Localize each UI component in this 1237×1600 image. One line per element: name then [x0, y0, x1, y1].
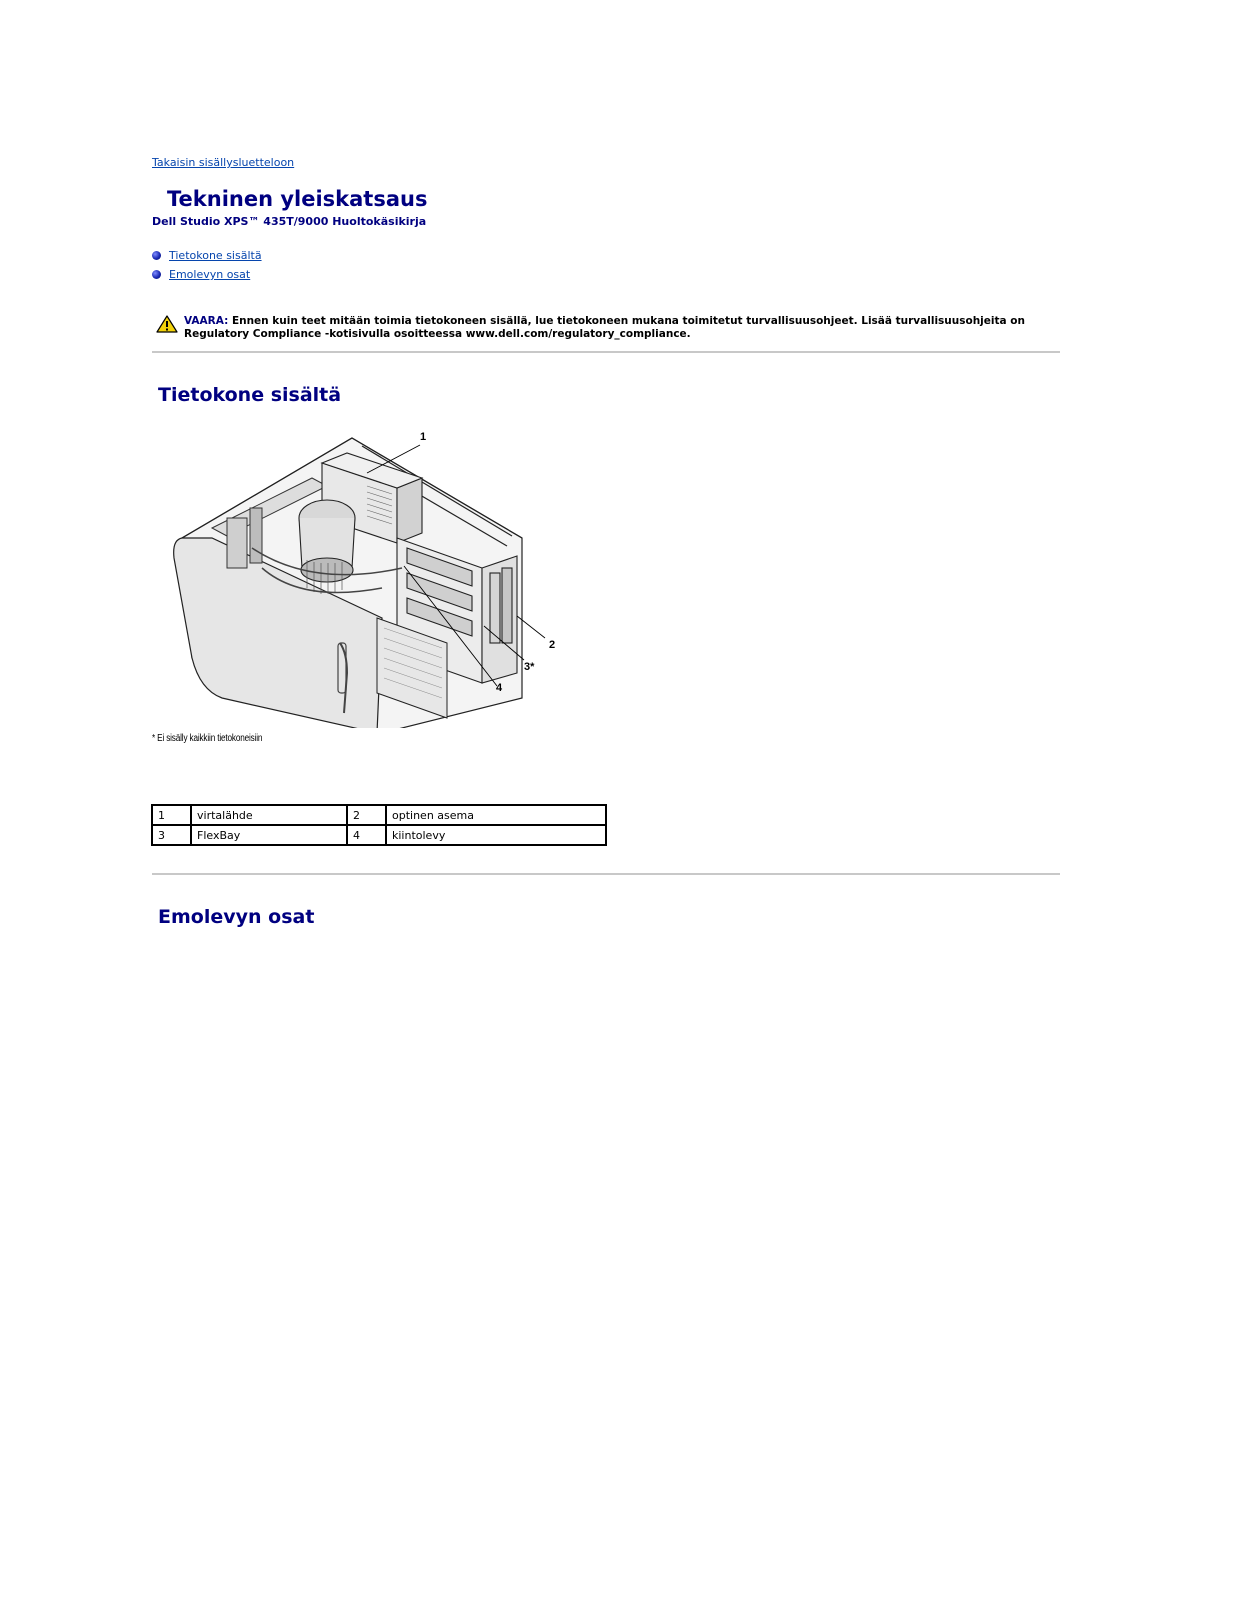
toc-link-inside-computer[interactable]: Tietokone sisältä	[169, 249, 262, 262]
table-cell-number: 4	[347, 825, 386, 845]
table-cell-number: 2	[347, 805, 386, 825]
warning-label: VAARA:	[184, 315, 229, 327]
table-cell-number: 3	[152, 825, 191, 845]
toc-link-motherboard-parts[interactable]: Emolevyn osat	[169, 268, 251, 281]
table-cell-number: 1	[152, 805, 191, 825]
toc-item	[152, 265, 262, 284]
callout-label: 4	[496, 682, 503, 694]
back-to-contents-link[interactable]: Takaisin sisällysluetteloon	[152, 156, 295, 169]
parts-legend-table	[151, 804, 607, 846]
warning-text	[184, 315, 1056, 341]
table-row	[152, 825, 606, 845]
table-of-contents	[152, 246, 262, 284]
page-title: Tekninen yleiskatsaus	[167, 187, 428, 211]
table-cell-label: virtalähde	[191, 805, 347, 825]
table-cell-label: FlexBay	[191, 825, 347, 845]
figure-footnote: * Ei sisälly kaikkiin tietokoneisiin	[152, 733, 263, 744]
callout-label: 1	[420, 431, 427, 443]
warning-triangle-icon	[156, 315, 178, 333]
page-subtitle: Dell Studio XPS™ 435T/9000 Huoltokäsikirja	[152, 215, 427, 228]
horizontal-rule	[152, 873, 1060, 875]
section-heading-motherboard-parts: Emolevyn osat	[158, 906, 315, 928]
section-heading-inside-computer: Tietokone sisältä	[158, 384, 342, 406]
table-cell-label: optinen asema	[386, 805, 606, 825]
table-row	[152, 805, 606, 825]
bullet-icon	[152, 251, 161, 260]
computer-inside-illustration	[152, 428, 572, 728]
toc-item	[152, 246, 262, 265]
warning-notice	[156, 315, 1056, 341]
table-cell-label: kiintolevy	[386, 825, 606, 845]
warning-body: Ennen kuin teet mitään toimia tietokoneen sisällä, lue tietokoneen mukana toimitetut turvallisuusohjeet. Lisää turvallisuusohjeita on Regulatory Compliance -kotisivulla osoitteessa www.dell.com/regulatory_compliance.	[184, 315, 1025, 340]
callout-label: 3*	[524, 661, 535, 673]
horizontal-rule	[152, 351, 1060, 353]
callout-label: 2	[549, 639, 556, 651]
bullet-icon	[152, 270, 161, 279]
